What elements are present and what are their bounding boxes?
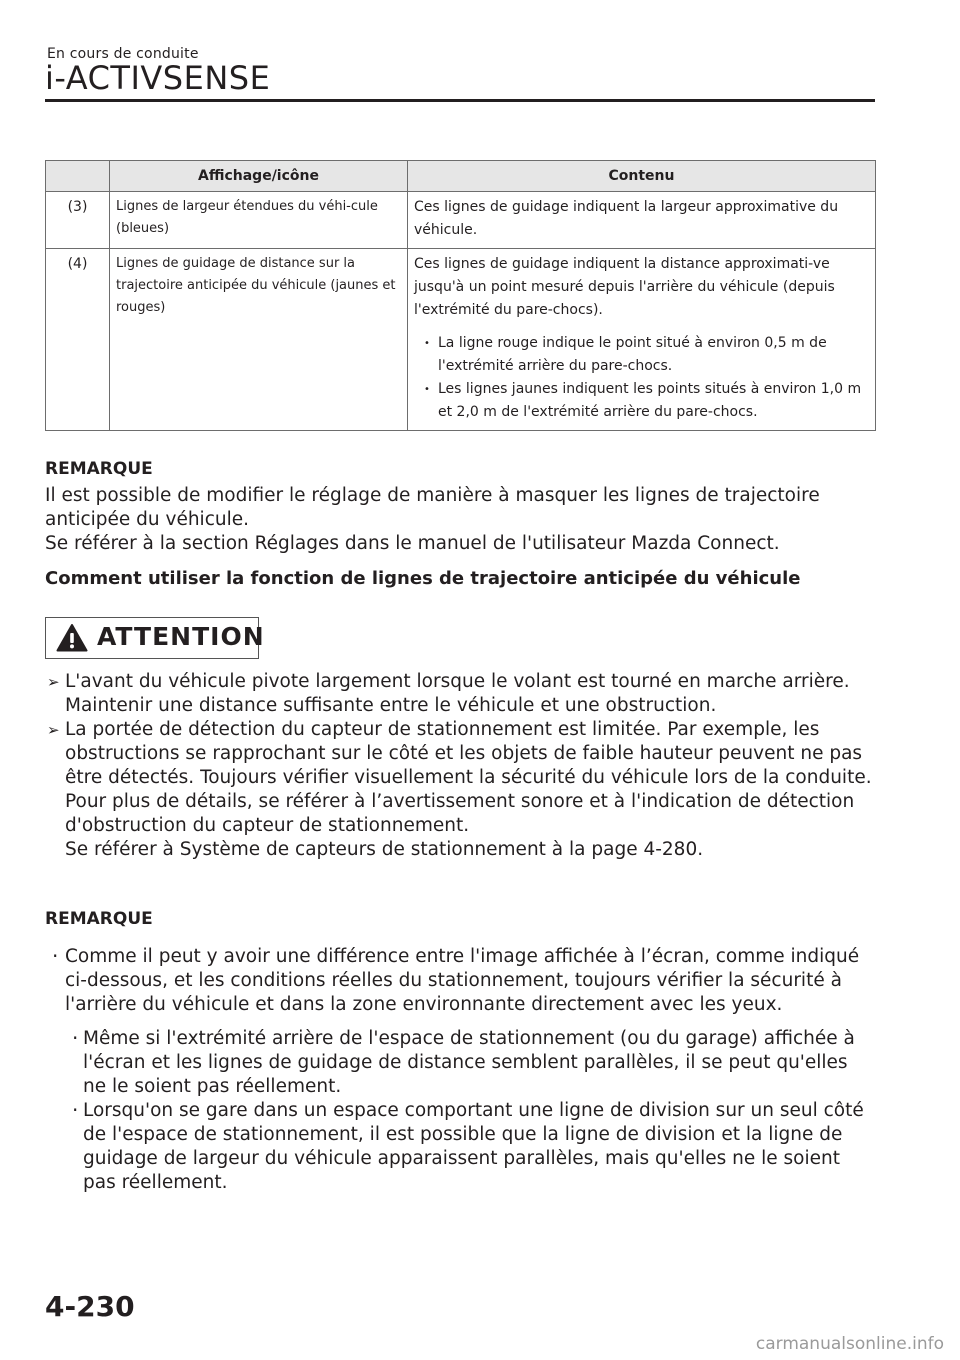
sub-list bbox=[45, 1027, 875, 1195]
list-item: • Les lignes jaunes indiquent les points situés à environ 1,0 m et 2,0 m de l'extrémité arrière du pare-chocs. bbox=[414, 378, 869, 424]
row-content bbox=[408, 249, 876, 431]
list-item bbox=[45, 718, 875, 862]
attention-list bbox=[45, 670, 875, 862]
table-header-cell bbox=[46, 161, 110, 192]
list-item: • La ligne rouge indique le point situé à environ 0,5 m de l'extrémité arrière du pare-chocs. bbox=[414, 332, 869, 378]
list-item bbox=[45, 670, 875, 718]
attention-text: L'avant du véhicule pivote largement lorsque le volant est tourné en marche arrière. Maintenir une distance suffisante entre le véhicule et une obstruction. bbox=[65, 671, 850, 716]
row-bullet-list bbox=[414, 332, 869, 424]
watermark: carmanualsonline.info bbox=[755, 1334, 944, 1354]
table-row bbox=[46, 249, 876, 431]
remark-line: Il est possible de modifier le réglage de manière à masquer les lignes de trajectoire anticipée du véhicule. bbox=[45, 485, 820, 530]
remark-body bbox=[45, 945, 875, 1195]
row-number: (3) bbox=[46, 192, 110, 249]
arrow-bullet-icon: ➢ bbox=[47, 721, 60, 739]
remark-body bbox=[45, 484, 875, 556]
remark-heading: REMARQUE bbox=[45, 459, 153, 479]
list-item: · Lorsqu'on se gare dans un espace comportant une ligne de division sur un seul côté de l'espace de stationnement, il est possible que la ligne de division et la ligne de guidage de largeur du véhicule apparaissent parallèles, mais qu'elles ne le soient pas réellement. bbox=[65, 1099, 875, 1195]
table-header-cell: Contenu bbox=[408, 161, 876, 192]
header-section-label: En cours de conduite bbox=[47, 46, 199, 62]
row-number: (4) bbox=[46, 249, 110, 431]
table-header-row bbox=[46, 161, 876, 192]
display-content-table bbox=[45, 160, 876, 431]
remark-heading: REMARQUE bbox=[45, 909, 153, 929]
row-content-text: Ces lignes de guidage indiquent la distance approximati-ve jusqu'à un point mesuré depuis l'arrière du véhicule (depuis l'extrémité du pare-chocs). bbox=[414, 256, 835, 318]
table-row bbox=[46, 192, 876, 249]
section-heading: Comment utiliser la fonction de lignes de trajectoire anticipée du véhicule bbox=[45, 568, 801, 589]
page-reference: Se référer à Système de capteurs de stationnement à la page 4-280. bbox=[65, 839, 704, 860]
attention-box bbox=[45, 617, 265, 659]
warning-triangle-icon bbox=[56, 623, 88, 653]
row-display: Lignes de guidage de distance sur la trajectoire anticipée du véhicule (jaunes et rouges) bbox=[110, 249, 408, 431]
row-content-text: Ces lignes de guidage indiquent la largeur approximative du véhicule. bbox=[414, 199, 839, 238]
arrow-bullet-icon: ➢ bbox=[47, 673, 60, 691]
page-number: 4-230 bbox=[45, 1290, 135, 1323]
attention-text: Pour plus de détails, se référer à l’avertissement sonore et à l'indication de détection d'obstruction du capteur de stationnement. bbox=[65, 791, 855, 836]
attention-text: La portée de détection du capteur de stationnement est limitée. Par exemple, les obstructions se rapprochant sur le côté et les objets de faible hauteur peuvent ne pas être détectés. Toujours vérifier visuellement la sécurité du véhicule lors de la conduite. bbox=[65, 719, 872, 788]
attention-label: ATTENTION bbox=[97, 622, 265, 651]
remark-line: Se référer à la section Réglages dans le manuel de l'utilisateur Mazda Connect. bbox=[45, 533, 780, 554]
page-header-title: i-ACTIVSENSE bbox=[45, 59, 271, 97]
row-content bbox=[408, 192, 876, 249]
header-divider bbox=[45, 99, 875, 102]
table-header-cell: Affichage/icône bbox=[110, 161, 408, 192]
list-item: · Comme il peut y avoir une différence entre l'image affichée à l’écran, comme indiqué ci-dessous, et les conditions réelles du stationnement, toujours vérifier la sécurité à l'arrière du véhicule et dans la zone environnante directement avec les yeux. bbox=[45, 945, 875, 1017]
list-item: · Même si l'extrémité arrière de l'espace de stationnement (ou du garage) affichée à l'écran et les lignes de guidage de distance semblent parallèles, il se peut qu'elles ne le soient pas réellement. bbox=[65, 1027, 875, 1099]
row-display: Lignes de largeur étendues du véhi-cule (bleues) bbox=[110, 192, 408, 249]
